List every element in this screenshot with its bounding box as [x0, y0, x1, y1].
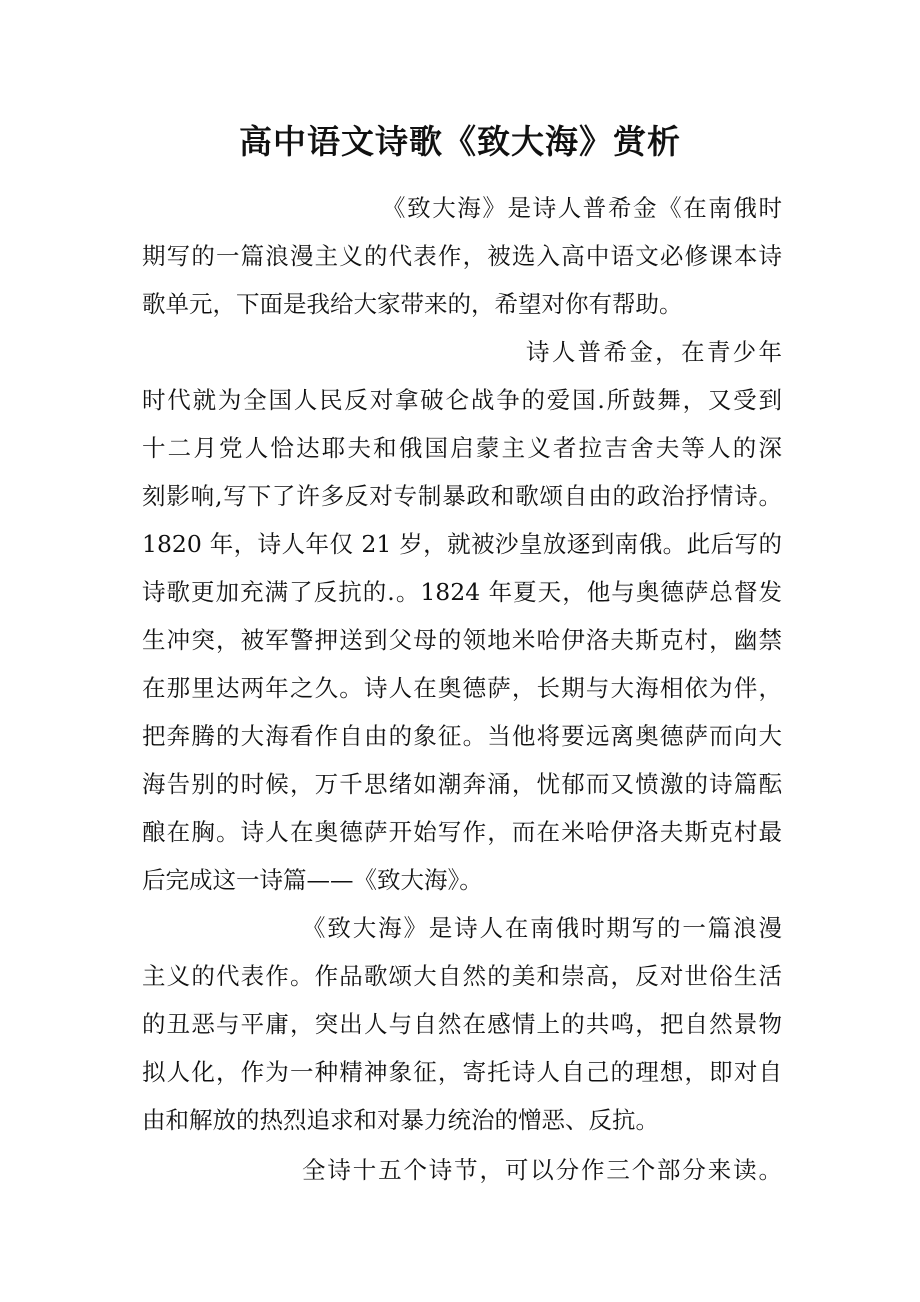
paragraph-1-line-2: 期写的一篇浪漫主义的代表作，被选入高中语文必修课本诗: [142, 242, 782, 270]
paragraph-3-line-3: 的丑恶与平庸，突出人与自然在感情上的共鸣，把自然景物: [142, 1010, 782, 1038]
paragraph-2-line-1: 诗人普希金，在青少年: [526, 338, 782, 366]
paragraph-2-line-10: 海告别的时候，万千思绪如潮奔涌，忧郁而又愤激的诗篇酝: [142, 770, 782, 798]
paragraph-2-line-4: 刻影响,写下了许多反对专制暴政和歌颂自由的政治抒情诗。: [142, 482, 782, 510]
paragraph-1-line-3: 歌单元，下面是我给大家带来的，希望对你有帮助。: [142, 290, 683, 318]
paragraph-2-line-11: 酿在胸。诗人在奥德萨开始写作，而在米哈伊洛夫斯克村最: [142, 818, 782, 846]
paragraph-3-line-1: 《致大海》是诗人在南俄时期写的一篇浪漫: [302, 914, 782, 942]
paragraph-1-line-1: 《致大海》是诗人普希金《在南俄时: [382, 194, 782, 222]
paragraph-2-line-5: 1820 年，诗人年仅 21 岁，就被沙皇放逐到南俄。此后写的: [142, 530, 782, 558]
paragraph-2-line-6: 诗歌更加充满了反抗的.。1824 年夏天，他与奥德萨总督发: [142, 578, 782, 606]
paragraph-2-line-9: 把奔腾的大海看作自由的象征。当他将要远离奥德萨而向大: [142, 722, 782, 750]
paragraph-3-line-4: 拟人化，作为一种精神象征，寄托诗人自己的理想，即对自: [142, 1058, 782, 1086]
paragraph-2-line-8: 在那里达两年之久。诗人在奥德萨，长期与大海相依为伴，: [142, 674, 782, 702]
paragraph-2-line-3: 十二月党人恰达耶夫和俄国启蒙主义者拉吉舍夫等人的深: [142, 434, 782, 462]
document-title: 高中语文诗歌《致大海》赏析: [239, 122, 681, 161]
paragraph-2-line-2: 时代就为全国人民反对拿破仑战争的爱国.所鼓舞，又受到: [142, 386, 782, 414]
paragraph-2-line-7: 生冲突，被军警押送到父母的领地米哈伊洛夫斯克村，幽禁: [142, 626, 782, 654]
paragraph-2-line-12: 后完成这一诗篇——《致大海》。: [142, 866, 483, 894]
paragraph-3-line-5: 由和解放的热烈追求和对暴力统治的憎恶、反抗。: [142, 1106, 659, 1134]
paragraph-3-line-2: 主义的代表作。作品歌颂大自然的美和崇高，反对世俗生活: [142, 962, 782, 990]
paragraph-4-line-1: 全诗十五个诗节，可以分作三个部分来读。: [302, 1156, 782, 1184]
